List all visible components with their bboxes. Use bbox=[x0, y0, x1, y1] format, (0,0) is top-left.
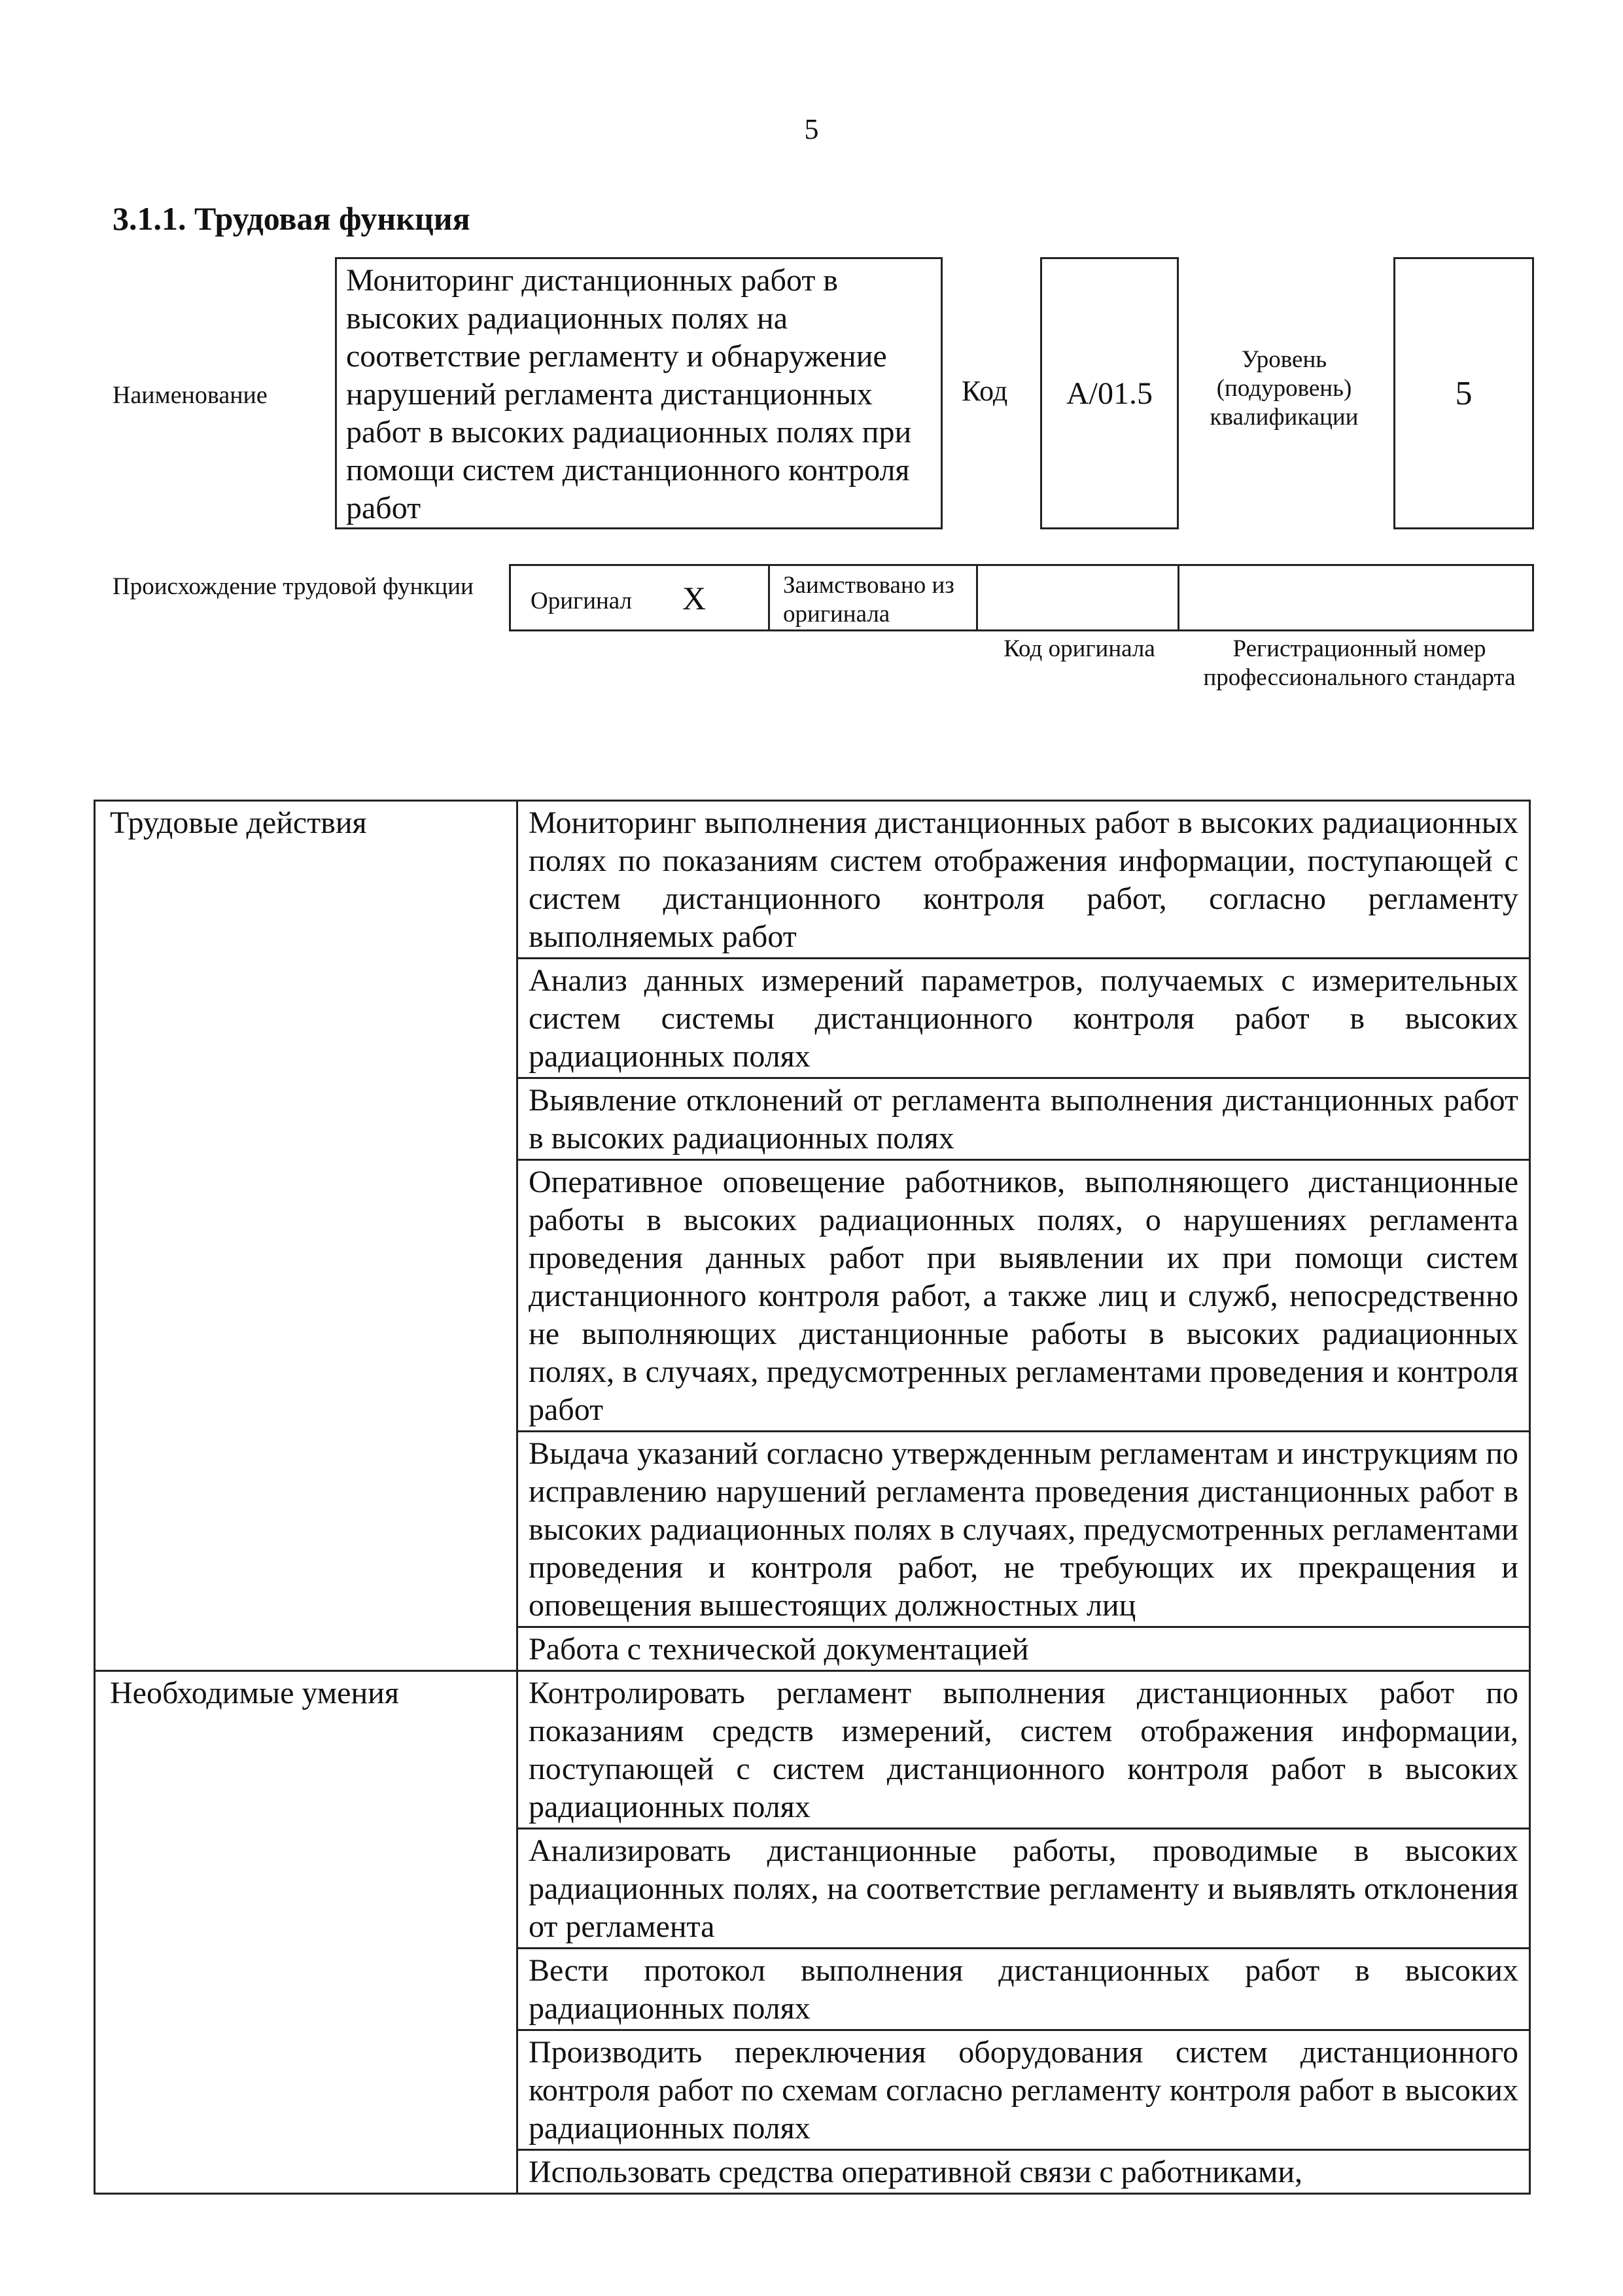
borrowed-label: Заимствовано из оригинала bbox=[783, 572, 954, 627]
labor-action-item: Выдача указаний согласно утвержденным регламентам и инструкциям по исправлению нарушений регламента проведения дистанционных работ в высоких радиационных полях в случаях, предусмотренных регламентами проведения и контроля работ, не требующих их прекращения и оповещения вышестоящих должностных лиц bbox=[517, 1432, 1530, 1627]
original-cell bbox=[511, 566, 770, 629]
labor-action-item: Мониторинг выполнения дистанционных работ в высоких радиационных полях по показаниям систем отображения информации, поступающей с систем дистанционного контроля работ, согласно регламенту выполняемых работ bbox=[517, 801, 1530, 959]
skill-item: Анализировать дистанционные работы, проводимые в высоких радиационных полях, на соответствие регламенту и выявлять отклонения от регламента bbox=[517, 1829, 1530, 1949]
labor-actions-label: Трудовые действия bbox=[95, 801, 517, 1671]
level-label: Уровень (подуровень) квалификации bbox=[1210, 346, 1359, 431]
labor-action-item: Оперативное оповещение работников, выполняющего дистанционные работы в высоких радиационных полях, о нарушениях регламента проведения данных работ при выявлении их при помощи систем дистанционного контроля работ, а также лиц и служб, непосредственно не выполняющих дистанционные работы в высоких радиационных полях, в случаях, предусмотренных регламентами проведения и контроля работ bbox=[517, 1160, 1530, 1432]
page-number: 5 bbox=[804, 113, 819, 145]
skills-label: Необходимые умения bbox=[95, 1671, 517, 2194]
name-value: Мониторинг дистанционных работ в высоких радиационных полях на соответствие регламенту и обнаружение нарушений регламента дистанционных работ в высоких радиационных полях при помощи систем дистанционного контроля работ bbox=[335, 257, 943, 529]
name-label: Наименование bbox=[113, 381, 268, 409]
skill-item: Вести протокол выполнения дистанционных работ в высоких радиационных полях bbox=[517, 1949, 1530, 2030]
table-row bbox=[95, 1671, 1530, 1829]
borrowed-cell bbox=[770, 566, 978, 629]
original-label: Оригинал bbox=[531, 588, 633, 614]
code-original-cell bbox=[978, 566, 1179, 629]
origin-label: Происхождение трудовой функции bbox=[113, 573, 474, 600]
function-table bbox=[94, 800, 1531, 2195]
table-row bbox=[95, 801, 1530, 959]
skill-item: Использовать средства оперативной связи с работниками, bbox=[517, 2150, 1530, 2194]
labor-action-item: Работа с технической документацией bbox=[517, 1627, 1530, 1671]
reg-number-cell bbox=[1179, 566, 1536, 629]
skill-item: Контролировать регламент выполнения дистанционных работ по показаниям средств измерений, систем отображения информации, поступающей с систем дистанционного контроля работ в высоких радиационных полях bbox=[517, 1671, 1530, 1829]
code-value: A/01.5 bbox=[1040, 257, 1179, 529]
labor-action-item: Выявление отклонений от регламента выполнения дистанционных работ в высоких радиационных полях bbox=[517, 1078, 1530, 1160]
reg-number-caption: Регистрационный номер профессионального стандарта bbox=[1203, 635, 1516, 691]
original-mark: X bbox=[682, 580, 707, 616]
code-original-caption: Код оригинала bbox=[1003, 635, 1155, 662]
section-title: 3.1.1. Трудовая функция bbox=[113, 200, 470, 237]
code-label: Код bbox=[962, 375, 1008, 407]
level-value: 5 bbox=[1393, 257, 1534, 529]
skill-item: Производить переключения оборудования систем дистанционного контроля работ по схемам согласно регламенту контроля работ в высоких радиационных полях bbox=[517, 2030, 1530, 2150]
origin-table bbox=[509, 564, 1534, 631]
labor-action-item: Анализ данных измерений параметров, получаемых с измерительных систем системы дистанционного контроля работ в высоких радиационных полях bbox=[517, 959, 1530, 1078]
